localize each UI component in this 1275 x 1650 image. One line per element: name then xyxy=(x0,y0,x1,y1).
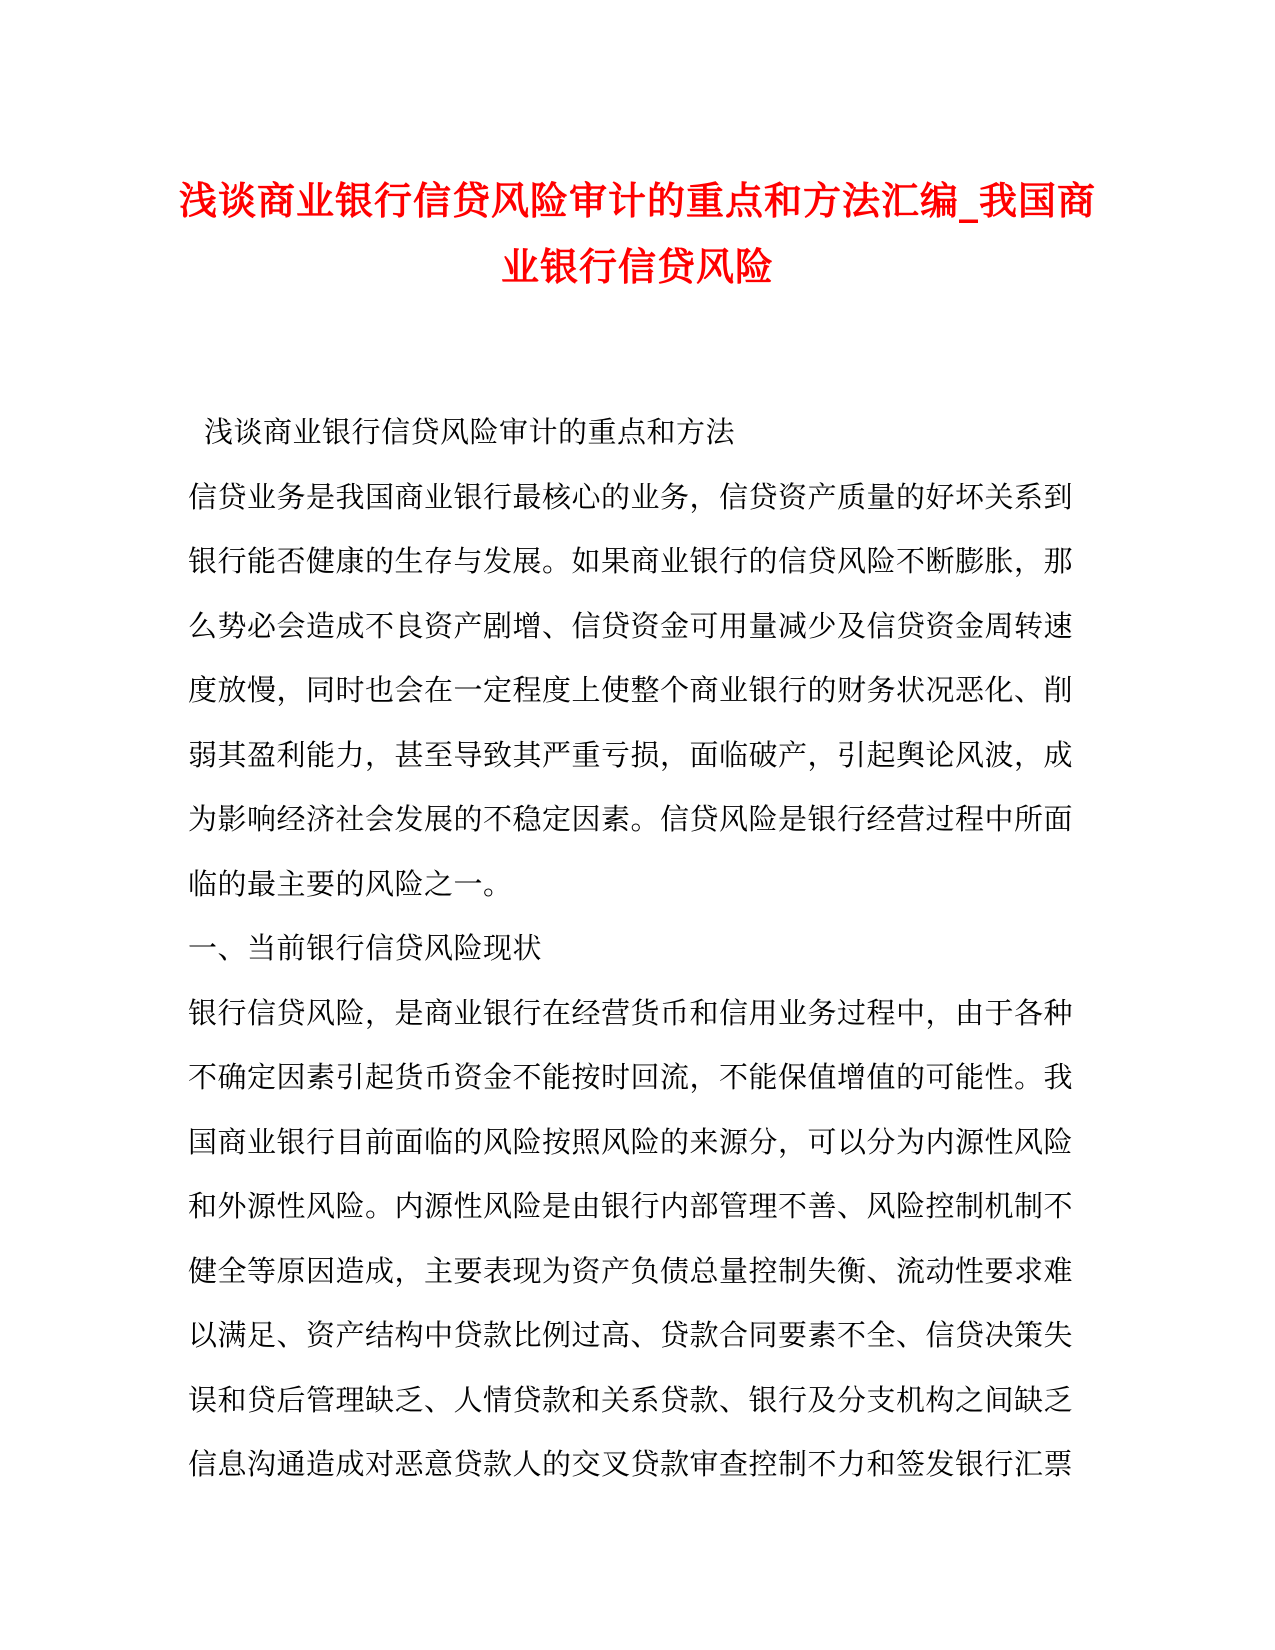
text-line: 信息沟通造成对恶意贷款人的交叉贷款审查控制不力和签发银行汇票 xyxy=(188,1447,1074,1481)
text-line: 弱其盈利能力，甚至导致其严重亏损，面临破产，引起舆论风波，成 xyxy=(188,737,1074,772)
document-body xyxy=(188,414,1074,1511)
text-line: 为影响经济社会发展的不稳定因素。信贷风险是银行经营过程中所面 xyxy=(188,802,1074,836)
text-line: 国商业银行目前面临的风险按照风险的来源分，可以分为内源性风险 xyxy=(188,1124,1074,1159)
text-line: 和外源性风险。内源性风险是由银行内部管理不善、风险控制机制不 xyxy=(188,1189,1074,1223)
text-line: 健全等原因造成，主要表现为资产负债总量控制失衡、流动性要求难 xyxy=(188,1253,1074,1288)
text-line: 以满足、资产结构中贷款比例过高、贷款合同要素不全、信贷决策失 xyxy=(188,1318,1074,1352)
text-line: 银行能否健康的生存与发展。如果商业银行的信贷风险不断膨胀，那 xyxy=(188,544,1074,578)
text-line: 不确定因素引起货币资金不能按时回流，不能保值增值的可能性。我 xyxy=(188,1060,1074,1094)
text-line: 么势必会造成不良资产剧增、信贷资金可用量减少及信贷资金周转速 xyxy=(188,608,1074,643)
text-line: 误和贷后管理缺乏、人情贷款和关系贷款、银行及分支机构之间缺乏 xyxy=(188,1382,1074,1417)
text-line: 银行信贷风险，是商业银行在经营货币和信用业务过程中，由于各种 xyxy=(188,995,1074,1030)
text-line: 信贷业务是我国商业银行最核心的业务，信贷资产质量的好坏关系到 xyxy=(188,479,1074,514)
text-line: 临的最主要的风险之一。 xyxy=(188,866,513,901)
section-heading: 一、当前银行信贷风险现状 xyxy=(188,931,543,965)
text-line: 度放慢，同时也会在一定程度上使整个商业银行的财务状况恶化、削 xyxy=(188,673,1074,707)
section-heading: 浅谈商业银行信贷风险审计的重点和方法 xyxy=(204,415,736,449)
document-title: 浅谈商业银行信贷风险审计的重点和方法汇编_我国商业银行信贷风险 xyxy=(178,178,1096,289)
